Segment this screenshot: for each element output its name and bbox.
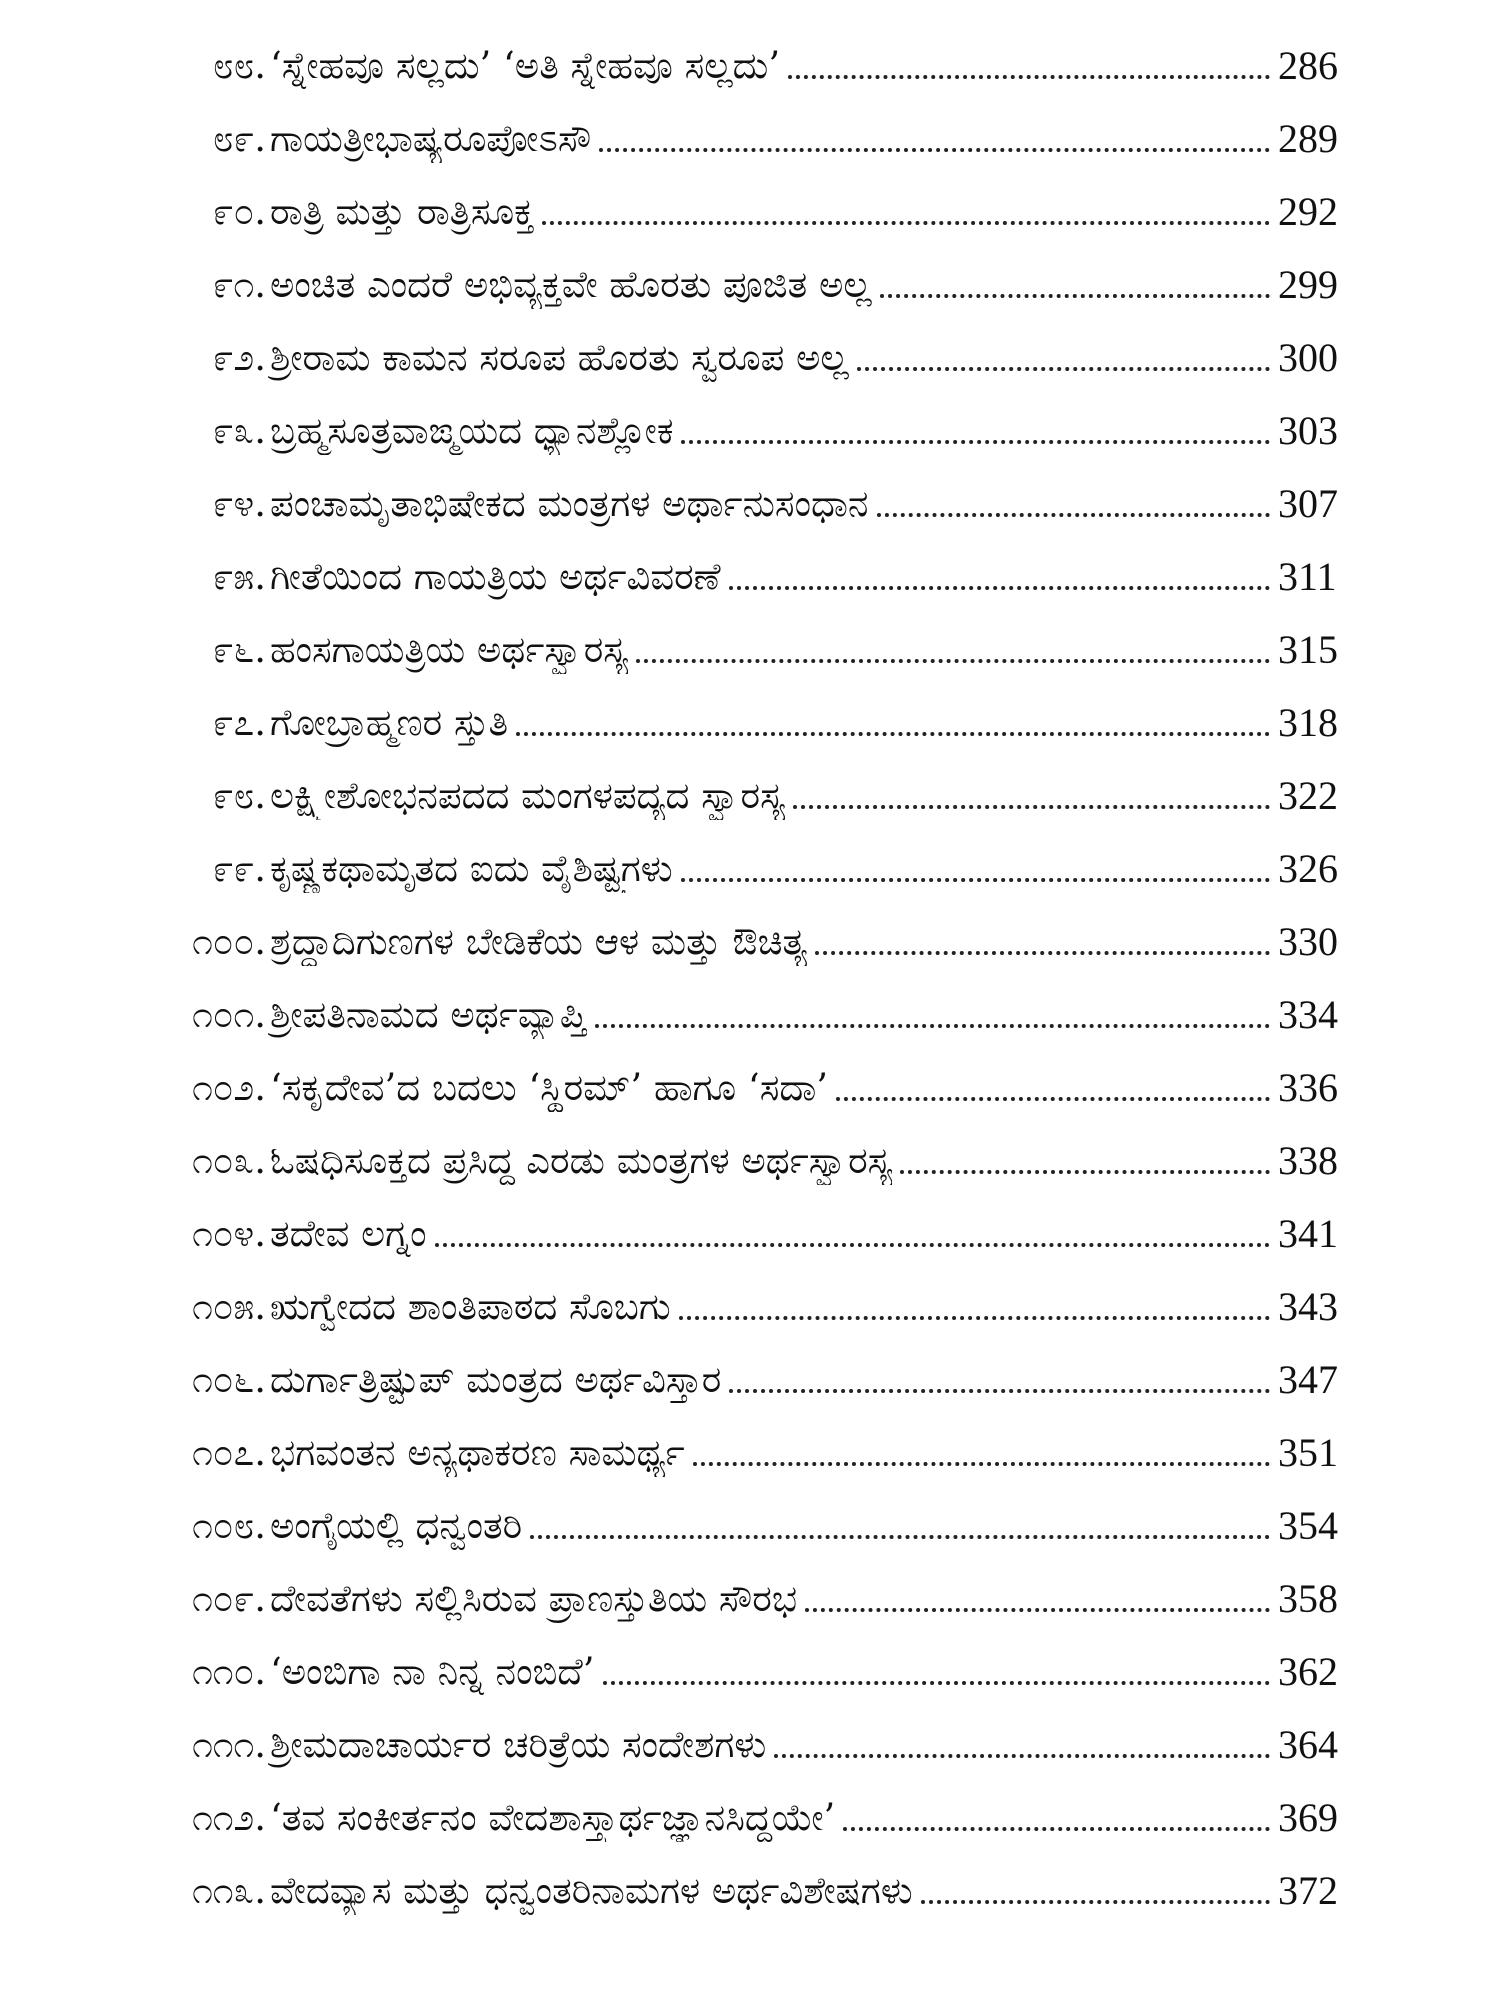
entry-number: ೯೨. [212,336,266,379]
entry-number: ೧೦೩. [192,1139,266,1182]
entry-title: ವೇದವ್ಯಾಸ ಮತ್ತು ಧನ್ವಂತರಿನಾಮಗಳ ಅರ್ಥವಿಶೇಷಗಳು [270,1869,913,1912]
entry-page-number: 358 [1278,1576,1338,1621]
entry-number: ೧೦೪. [192,1212,266,1255]
entry-page-number: 315 [1278,627,1338,672]
dot-leader [774,1754,1270,1758]
entry-page-number: 354 [1278,1503,1338,1548]
dot-leader [921,1900,1270,1904]
entry-title: ಗೀತೆಯಿಂದ ಗಾಯತ್ರಿಯ ಅರ್ಥವಿವರಣೆ [270,555,721,598]
entry-title: ಶ್ರದ್ಧಾದಿಗುಣಗಳ ಬೇಡಿಕೆಯ ಆಳ ಮತ್ತು ಔಚಿತ್ಯ [270,920,808,963]
entry-page-number: 336 [1278,1065,1338,1110]
entry-number: ೯೪. [212,482,266,525]
entry-title: ‘ತವ ಸಂಕೀರ್ತನಂ ವೇದಶಾಸ್ತ್ರಾರ್ಥಜ್ಞಾನಸಿದ್ಧಯೇ’ [270,1796,836,1839]
dot-leader [857,367,1270,371]
toc-entry [0,1125,1500,1185]
toc-entry [0,614,1500,674]
entry-title: ತದೇವ ಲಗ್ನಂ [270,1212,427,1255]
entry-number: ೧೦೫. [192,1285,266,1328]
entry-number: ೧೦೨. [192,1066,266,1109]
dot-leader [636,659,1270,663]
entry-page-number: 362 [1278,1649,1338,1694]
entry-page-number: 299 [1278,262,1338,307]
dot-leader [599,148,1270,152]
dot-leader [542,221,1270,225]
entry-page-number: 364 [1278,1722,1338,1767]
entry-number: ೯೫. [212,555,266,598]
entry-number: ೧೧೧. [192,1723,266,1766]
toc-entry [0,979,1500,1039]
entry-title: ಬ್ರಹ್ಮಸೂತ್ರವಾಙ್ಮಯದ ಧ್ಯಾನಶ್ಲೋಕ [270,409,674,452]
entry-page-number: 289 [1278,116,1338,161]
entry-page-number: 330 [1278,919,1338,964]
toc-entry [0,1344,1500,1404]
dot-leader [516,732,1270,736]
entry-number: ೯೧. [212,263,266,306]
toc-entry [0,395,1500,455]
entry-title: ಗೋಬ್ರಾಹ್ಮಣರ ಸ್ತುತಿ [270,701,509,744]
dot-leader [900,1170,1270,1174]
toc-entry [0,1855,1500,1915]
entry-number: ೧೦೦. [192,920,266,963]
dot-leader [805,1608,1270,1612]
dot-leader [603,1681,1270,1685]
entry-number: ೧೦೯. [192,1577,266,1620]
entry-title: ಋಗ್ವೇದದ ಶಾಂತಿಪಾಠದ ಸೊಬಗು [270,1285,671,1328]
entry-title: ‘ಸಕೃದೇವ’ದ ಬದಲು ‘ಸ್ಥಿರಮ್’ ಹಾಗೂ ‘ಸದಾ’ [270,1066,829,1109]
toc-entry [0,468,1500,528]
toc-entry [0,687,1500,747]
toc-entry [0,1636,1500,1696]
entry-number: ೧೦೬. [192,1358,266,1401]
entry-page-number: 311 [1278,554,1337,599]
toc-entry [0,1417,1500,1477]
toc-entry [0,1490,1500,1550]
dot-leader [729,586,1270,590]
entry-page-number: 334 [1278,992,1338,1037]
table-of-contents [0,30,1500,1970]
entry-page-number: 292 [1278,189,1338,234]
entry-title: ಓಷಧಿಸೂಕ್ತದ ಪ್ರಸಿದ್ಧ ಎರಡು ಮಂತ್ರಗಳ ಅರ್ಥಸ್ವಾರಸ್ಯ [270,1139,893,1182]
dot-leader [843,1827,1270,1831]
entry-number: ೧೧೩. [192,1869,266,1912]
toc-entry [0,1052,1500,1112]
entry-page-number: 369 [1278,1795,1338,1840]
entry-page-number: 341 [1278,1211,1338,1256]
toc-entry [0,1198,1500,1258]
toc-entry [0,322,1500,382]
entry-title: ದುರ್ಗಾತ್ರಿಷ್ಟುಪ್ ಮಂತ್ರದ ಅರ್ಥವಿಸ್ತಾರ [270,1358,722,1401]
dot-leader [788,75,1270,79]
entry-title: ಅಂಚಿತ ಎಂದರೆ ಅಭಿವ್ಯಕ್ತವೇ ಹೊರತು ಪೂಜಿತ ಅಲ್ಲ [270,263,872,306]
entry-page-number: 286 [1278,43,1338,88]
entry-page-number: 372 [1278,1868,1338,1913]
dot-leader [595,1024,1270,1028]
toc-entry [0,833,1500,893]
entry-page-number: 347 [1278,1357,1338,1402]
entry-title: ಭಗವಂತನ ಅನ್ಯಥಾಕರಣ ಸಾಮರ್ಥ್ಯ [270,1431,685,1474]
toc-entry [0,906,1500,966]
entry-title: ಶ್ರೀರಾಮ ಕಾಮನ ಸರೂಪ ಹೊರತು ಸ್ವರೂಪ ಅಲ್ಲ [270,336,849,379]
dot-leader [836,1097,1270,1101]
entry-title: ಪಂಚಾಮೃತಾಭಿಷೇಕದ ಮಂತ್ರಗಳ ಅರ್ಥಾನುಸಂಧಾನ [270,482,869,525]
entry-number: ೯೩. [212,409,266,452]
entry-number: ೧೦೮. [192,1504,266,1547]
dot-leader [877,513,1270,517]
dot-leader [815,951,1270,955]
dot-leader [693,1462,1270,1466]
entry-number: ೮೯. [212,117,266,160]
toc-entry [0,1782,1500,1842]
toc-entry [0,760,1500,820]
toc-entry [0,1563,1500,1623]
toc-entry [0,1271,1500,1331]
dot-leader [880,294,1270,298]
toc-entry [0,176,1500,236]
entry-number: ೧೧೨. [192,1796,266,1839]
dot-leader [679,1316,1270,1320]
entry-title: ಕೃಷ್ಣಕಥಾಮೃತದ ಐದು ವೈಶಿಷ್ಟ್ಯಗಳು [270,847,673,890]
entry-number: ೧೦೭. [192,1431,266,1474]
dot-leader [530,1535,1270,1539]
entry-page-number: 338 [1278,1138,1338,1183]
entry-title: ಶ್ರೀಮದಾಚಾರ್ಯರ ಚರಿತ್ರೆಯ ಸಂದೇಶಗಳು [270,1723,767,1766]
entry-title: ದೇವತೆಗಳು ಸಲ್ಲಿಸಿರುವ ಪ್ರಾಣಸ್ತುತಿಯ ಸೌರಭ [270,1577,798,1620]
entry-number: ೯೮. [212,774,266,817]
toc-entry [0,103,1500,163]
entry-title: ‘ಅಂಬಿಗಾ ನಾ ನಿನ್ನ ನಂಬಿದೆ’ [270,1650,595,1693]
entry-number: ೯೭. [212,701,266,744]
entry-title: ಶ್ರೀಪತಿನಾಮದ ಅರ್ಥವ್ಯಾಪ್ತಿ [270,993,587,1036]
entry-number: ೧೦೧. [192,993,266,1036]
entry-page-number: 351 [1278,1430,1338,1475]
entry-number: ೯೦. [212,190,266,233]
entry-page-number: 343 [1278,1284,1338,1329]
entry-number: ೧೧೦. [192,1650,266,1693]
entry-page-number: 326 [1278,846,1338,891]
entry-page-number: 307 [1278,481,1338,526]
dot-leader [793,805,1270,809]
dot-leader [435,1243,1270,1247]
entry-title: ರಾತ್ರಿ ಮತ್ತು ರಾತ್ರಿಸೂಕ್ತ [270,190,534,233]
entry-title: ಅಂಗೈಯಲ್ಲಿ ಧನ್ವಂತರಿ [270,1504,523,1547]
toc-entry [0,1709,1500,1769]
entry-title: ‘ಸ್ನೇಹವೂ ಸಲ್ಲದು’ ‘ಅತಿ ಸ್ನೇಹವೂ ಸಲ್ಲದು’ [270,44,781,87]
dot-leader [681,440,1270,444]
entry-number: ೮೮. [212,44,266,87]
entry-title: ಲಕ್ಷ್ಮೀಶೋಭನಪದದ ಮಂಗಳಪದ್ಯದ ಸ್ವಾರಸ್ಯ [270,774,785,817]
entry-page-number: 300 [1278,335,1338,380]
entry-page-number: 303 [1278,408,1338,453]
entry-number: ೯೬. [212,628,266,671]
entry-page-number: 322 [1278,773,1338,818]
entry-title: ಹಂಸಗಾಯತ್ರಿಯ ಅರ್ಥಸ್ವಾರಸ್ಯ [270,628,629,671]
toc-entry [0,541,1500,601]
toc-entry [0,30,1500,90]
dot-leader [681,878,1270,882]
entry-title: ಗಾಯತ್ರೀಭಾಷ್ಯರೂಪೋಽಸೌ [270,117,592,160]
toc-entry [0,249,1500,309]
dot-leader [729,1389,1270,1393]
entry-page-number: 318 [1278,700,1338,745]
entry-number: ೯೯. [212,847,266,890]
